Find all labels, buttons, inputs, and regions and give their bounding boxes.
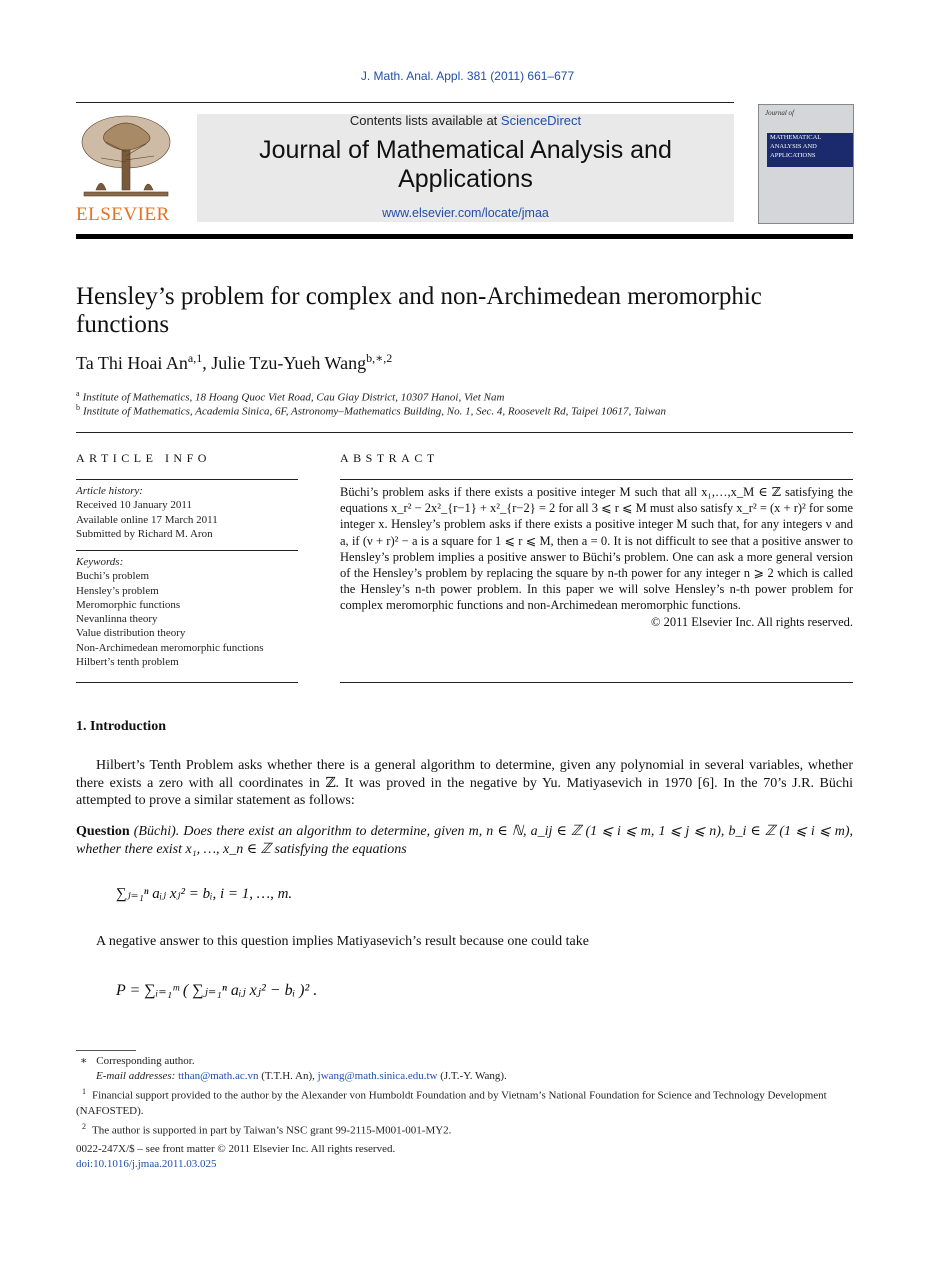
footnote-emails	[76, 1069, 853, 1084]
keywords-block	[76, 555, 298, 669]
author-name[interactable]: Julie Tzu-Yueh Wang	[211, 353, 367, 373]
article-info-rule	[76, 479, 298, 480]
article-info-heading: ARTICLE INFO	[76, 451, 211, 465]
keyword[interactable]: Hensley’s problem	[76, 584, 159, 597]
question-label: Question	[76, 824, 130, 839]
cover-band-line: APPLICATIONS	[770, 152, 816, 159]
received-date: Received 10 January 2011	[76, 499, 192, 512]
article-history	[76, 484, 298, 541]
abstract-bottom-rule	[340, 682, 853, 683]
doi-link[interactable]: doi:10.1016/j.jmaa.2011.03.025	[76, 1158, 217, 1170]
keyword[interactable]: Hilbert’s tenth problem	[76, 656, 179, 669]
sciencedirect-link[interactable]: ScienceDirect	[500, 113, 582, 128]
footnote-rule	[76, 1050, 136, 1051]
article-title-line2: functions	[76, 311, 170, 338]
journal-title-line1: Journal of Mathematical Analysis and	[259, 136, 672, 164]
abstract-text: Büchi’s problem asks if there exists a positive integer M such that all x₁,…,x_M ∈ ℤ satisfying the equations x_r² − 2x²_{r−1} + x²_{r−2} = 2 for all 3 ⩽ r ⩽ M must also satisfy x_r² = (x + r)² for some integer x. Hensley’s problem asks if there exists a positive integer M such that, for any integers ν and a, if (ν + r)² − a is a square for 1 ⩽ r ⩽ M, then a = 0. It is not difficult to see that a positive answer to Hensley’s problem implies a positive answer to Büchi’s problem. One can ask a more general version of the Hensley’s problem by replacing the square by n-th power for any integer n ⩾ 2 which is called the Hensley’s n-th power problem. In this paper we will solve Hensley’s n-th power problem for complex meromorphic functions and non-Archimedean meromorphic functions.	[340, 485, 853, 613]
email-owner: (T.T.H. An),	[261, 1070, 315, 1082]
footnote-text: The author is supported in part by Taiwan’s NSC grant 99-2115-M001-001-MY2.	[92, 1124, 452, 1137]
keyword[interactable]: Nevanlinna theory	[76, 613, 158, 626]
email-link[interactable]: tthan@math.ac.vn	[178, 1070, 259, 1082]
author-list	[76, 351, 392, 374]
issn-line: 0022-247X/$ – see front matter © 2011 Elsevier Inc. All rights reserved.	[76, 1143, 396, 1155]
elsevier-tree-logo	[76, 112, 176, 204]
journal-title-line2: Applications	[398, 165, 533, 193]
front-matter	[76, 1142, 853, 1172]
journal-title	[197, 136, 734, 194]
keyword[interactable]: Buchi’s problem	[76, 570, 150, 583]
affiliation-mark: a	[76, 389, 80, 398]
header-thick-rule	[76, 234, 853, 239]
affiliation-a	[76, 389, 504, 404]
history-label: Article history:	[76, 485, 143, 497]
abstract-body	[340, 484, 853, 630]
author-affil-marks[interactable]: a,1	[187, 351, 203, 365]
keywords-label: Keywords:	[76, 556, 124, 568]
equation-p: P = ∑ᵢ₌₁ᵐ ( ∑ⱼ₌₁ⁿ aᵢⱼ xⱼ² − bᵢ )² .	[116, 982, 318, 999]
contents-prefix: Contents lists available at	[349, 113, 498, 128]
footnote-1	[76, 1084, 853, 1119]
journal-citation[interactable]: J. Math. Anal. Appl. 381 (2011) 661–677	[360, 69, 575, 83]
keywords-rule	[76, 550, 298, 551]
question-text: (Büchi). Does there exist an algorithm to determine, given m, n ∈ ℕ, a_ij ∈ ℤ (1 ⩽ i ⩽ m, 1 ⩽ j ⩽ n), b_i ∈ ℤ (1 ⩽ i ⩽ m), whether there exist x₁, …, x_n ∈ ℤ satisfying the equations	[76, 824, 853, 857]
email-owner: (J.T.-Y. Wang).	[440, 1070, 507, 1082]
abstract-heading: ABSTRACT	[340, 451, 439, 465]
keyword[interactable]: Non-Archimedean meromorphic functions	[76, 641, 264, 654]
article-title-line1: Hensley’s problem for complex and non-Archimedean meromorphic	[76, 283, 762, 310]
header-top-rule	[76, 102, 734, 103]
affiliation-b	[76, 403, 666, 418]
journal-cover-thumbnail	[758, 104, 854, 224]
cover-title-band	[767, 133, 853, 167]
abstract-copyright: © 2011 Elsevier Inc. All rights reserved.	[650, 614, 853, 629]
keyword[interactable]: Meromorphic functions	[76, 598, 181, 611]
section-rule	[76, 432, 853, 433]
footnotes	[76, 1054, 853, 1138]
intro-paragraph: Hilbert’s Tenth Problem asks whether there is a general algorithm to determine, given any polynomial in several variables, whether there exists a zero with all coordinates in ℤ. It was proved in the negative by Yu. Matiyasevich in 1970 [6]. In the 70’s J.R. Büchi attempted to prove a similar statement as follows:	[76, 758, 853, 808]
section-heading: 1. Introduction	[76, 719, 166, 734]
contents-line	[197, 113, 734, 128]
email-label: E-mail addresses:	[96, 1070, 176, 1082]
author-affil-marks[interactable]: b,∗,2	[366, 351, 393, 365]
email-link[interactable]: jwang@math.sinica.edu.tw	[317, 1070, 438, 1082]
footnote-mark: 1	[82, 1087, 86, 1096]
question-paragraph	[76, 823, 853, 858]
elsevier-wordmark: ELSEVIER	[76, 204, 170, 225]
keyword[interactable]: Value distribution theory	[76, 627, 186, 640]
affiliation-text: Institute of Mathematics, 18 Hoang Quoc Viet Road, Cau Giay District, 10307 Hanoi, Viet Nam	[82, 391, 505, 404]
footnote-mark: ∗	[80, 1055, 88, 1067]
equation-sum: ∑ⱼ₌₁ⁿ aᵢⱼ xⱼ² = bᵢ, i = 1, …, m.	[116, 886, 293, 902]
footnote-text: Financial support provided to the author by the Alexander von Humboldt Foundation and by Vietnam’s National Foundation for Science and Technology Development (NAFOSTED).	[76, 1089, 827, 1117]
negative-answer-paragraph: A negative answer to this question implies Matiyasevich’s result because one could take	[96, 934, 589, 949]
footnote-text: Corresponding author.	[96, 1055, 195, 1067]
journal-url-link[interactable]: www.elsevier.com/locate/jmaa	[382, 206, 549, 220]
affiliation-text: Institute of Mathematics, Academia Sinica, 6F, Astronomy–Mathematics Building, No. 1, Sec. 4, Roosevelt Rd, Taipei 10617, Taiwan	[83, 405, 666, 418]
abstract-rule	[340, 479, 853, 480]
article-title	[76, 283, 836, 339]
footnote-corresponding	[76, 1054, 853, 1069]
footnote-2	[76, 1119, 853, 1139]
author-name[interactable]: Ta Thi Hoai An	[76, 353, 188, 373]
author-separator: ,	[202, 353, 212, 373]
affiliation-mark: b	[76, 403, 80, 412]
footnote-mark: 2	[82, 1121, 86, 1131]
article-info-bottom-rule	[76, 682, 298, 683]
submitted-by: Submitted by Richard M. Aron	[76, 527, 213, 540]
cover-band-line: MATHEMATICAL	[770, 134, 822, 141]
available-date: Available online 17 March 2011	[76, 513, 218, 526]
cover-small-title: Journal of	[765, 109, 794, 117]
cover-band-line: ANALYSIS AND	[770, 143, 817, 150]
